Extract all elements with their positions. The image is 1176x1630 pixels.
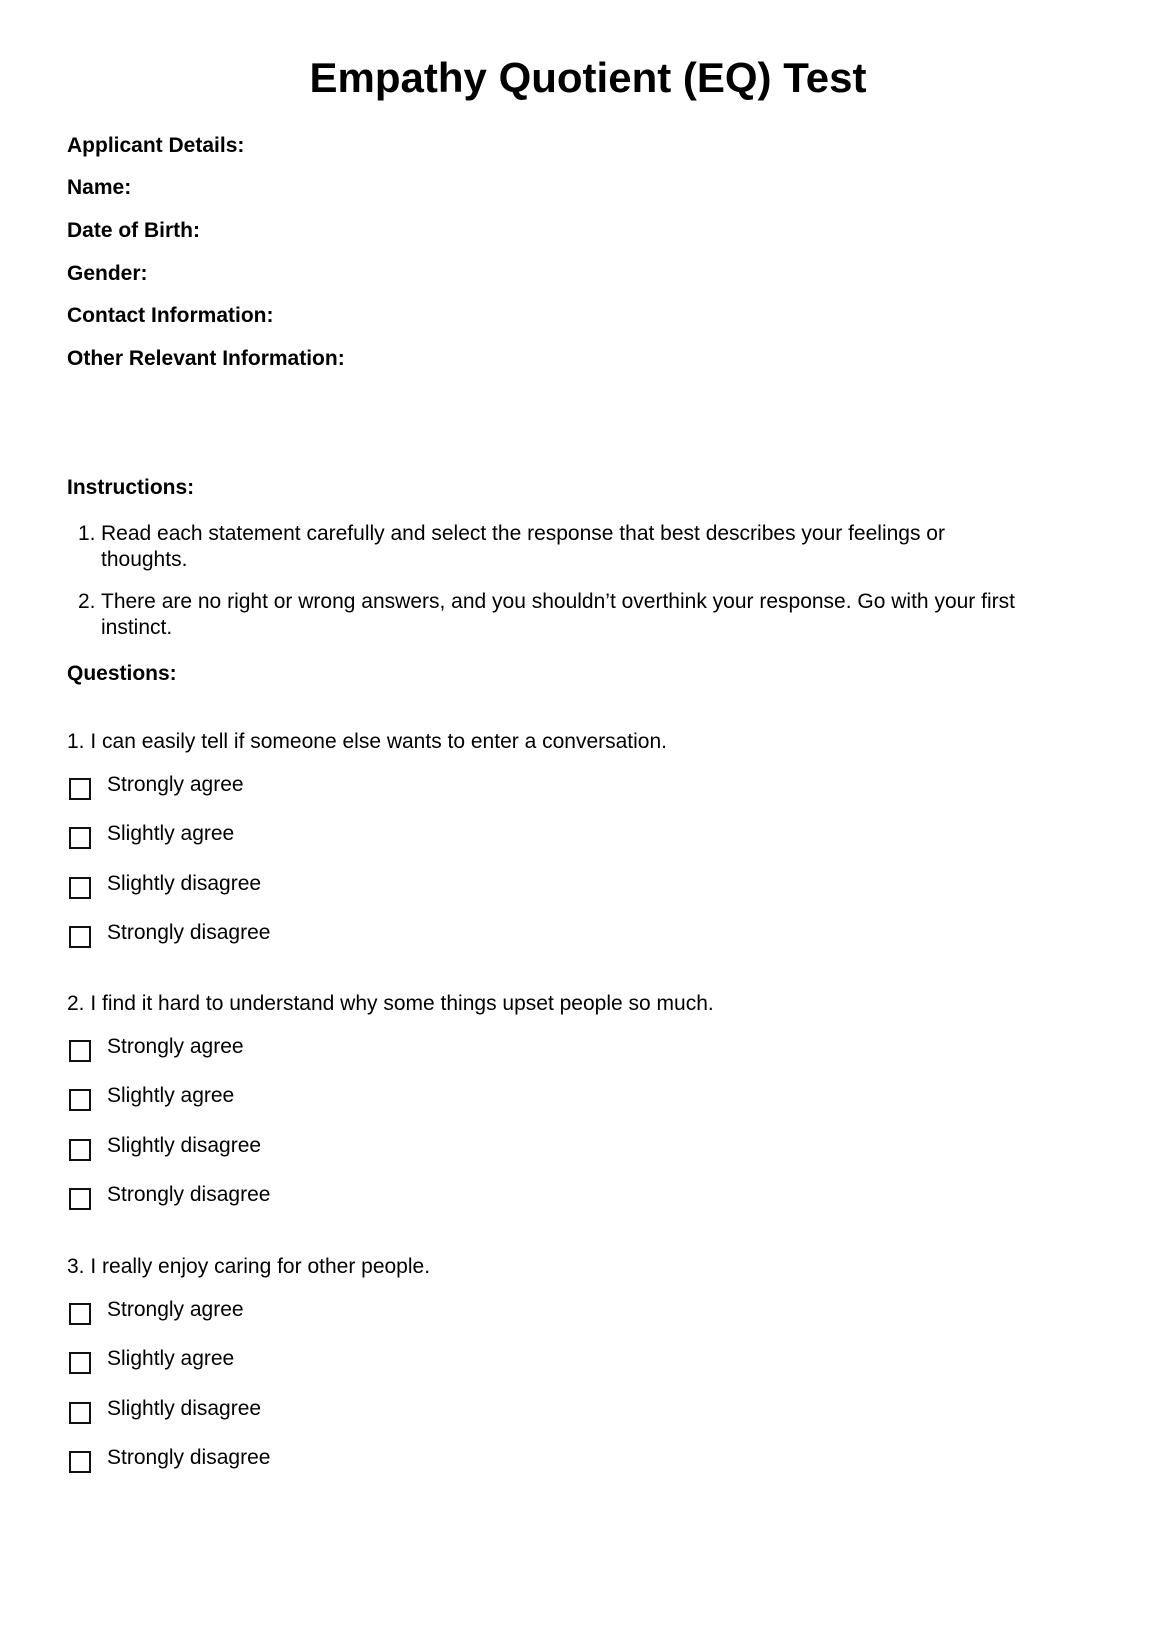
answer-checkbox[interactable] [69,1188,91,1210]
answer-option-label: Strongly agree [107,1035,244,1058]
answer-option-label: Strongly disagree [107,920,271,944]
instructions-heading: Instructions: [67,476,195,499]
answer-option-label: Strongly disagree [107,1182,271,1206]
instruction-text: Read each statement carefully and select the response that best describes your feelings or [101,522,945,545]
answer-checkbox[interactable] [69,778,91,800]
answer-option-label: Slightly agree [107,1347,235,1371]
answer-checkbox[interactable] [69,877,91,899]
answer-option-label: Slightly disagree [107,1133,262,1157]
instruction-text: There are no right or wrong answers, and you shouldn’t overthink your response. Go with your first [101,590,1015,613]
questions-heading: Questions: [67,662,177,685]
dob-field-label: Date of Birth: [67,219,200,242]
page-title: Empathy Quotient (EQ) Test [309,54,867,101]
answer-checkbox[interactable] [69,827,91,849]
answer-option-label: Slightly agree [107,822,235,846]
answer-option-label: Strongly disagree [107,1445,271,1469]
answer-checkbox[interactable] [69,1303,91,1325]
answer-option-label: Strongly agree [107,773,244,796]
answer-option-label: Slightly disagree [107,871,262,895]
answer-checkbox[interactable] [69,1352,91,1374]
name-field-label: Name: [67,176,132,199]
contact-field-label: Contact Information: [67,304,274,327]
instruction-text: instinct. [101,616,173,639]
answer-checkbox[interactable] [69,1139,91,1161]
question-text: 2. I find it hard to understand why some things upset people so much. [67,992,714,1015]
answer-option-label: Slightly disagree [107,1396,262,1420]
answer-checkbox[interactable] [69,926,91,948]
answer-checkbox[interactable] [69,1402,91,1424]
answer-checkbox[interactable] [69,1451,91,1473]
gender-field-label: Gender: [67,262,148,285]
answer-option-label: Slightly agree [107,1084,235,1108]
instruction-number: 2. [78,590,96,613]
answer-checkbox[interactable] [69,1040,91,1062]
answer-option-label: Strongly agree [107,1298,244,1321]
question-text: 1. I can easily tell if someone else wants to enter a conversation. [67,730,667,753]
instruction-number: 1. [78,522,96,545]
instruction-text: thoughts. [101,548,188,571]
applicant-details-heading: Applicant Details: [67,134,245,157]
question-text: 3. I really enjoy caring for other people. [67,1255,431,1278]
other-info-field-label: Other Relevant Information: [67,347,345,370]
answer-checkbox[interactable] [69,1089,91,1111]
